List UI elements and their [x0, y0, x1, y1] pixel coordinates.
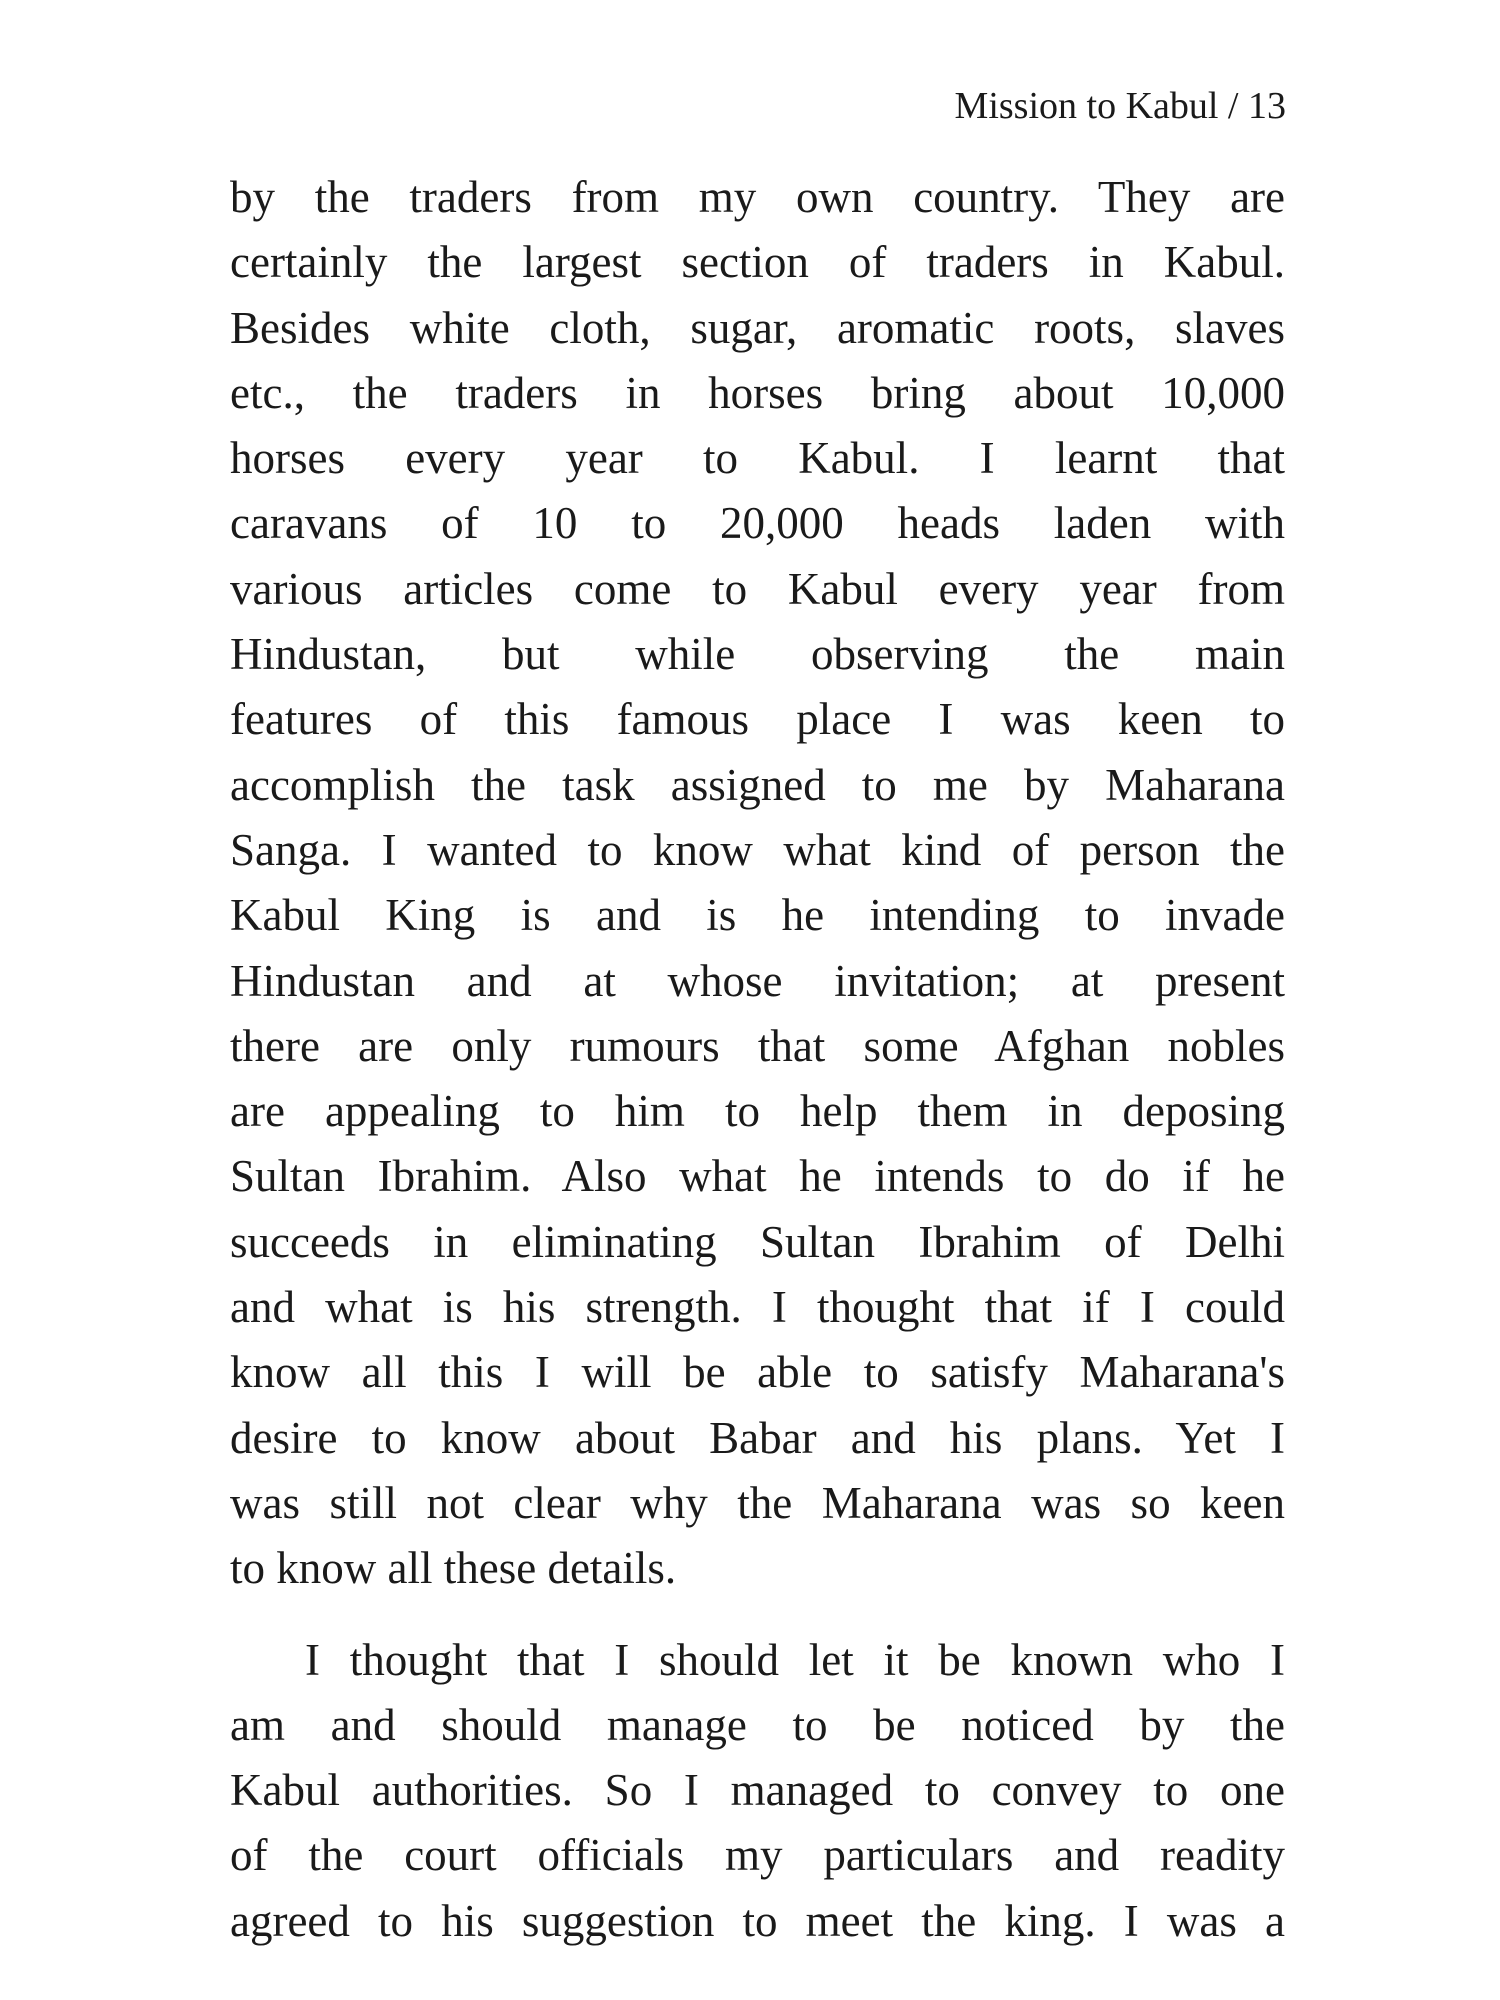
text-line: Sanga. I wanted to know what kind of person the: [230, 824, 1285, 875]
text-line: are appealing to him to help them in deposing: [230, 1086, 1285, 1137]
paragraph-2: [230, 1628, 1285, 1954]
text-line: features of this famous place I was keen to: [230, 694, 1285, 745]
text-line: of the court officials my particulars and readity: [230, 1830, 1285, 1881]
text-line: and what is his strength. I thought that if I could: [230, 1282, 1285, 1333]
text-line: Sultan Ibrahim. Also what he intends to do if he: [230, 1151, 1285, 1202]
paragraph-1: [230, 165, 1285, 1602]
text-line: desire to know about Babar and his plans. Yet I: [230, 1412, 1285, 1463]
text-line: was still not clear why the Maharana was so keen: [230, 1477, 1285, 1528]
running-head: Mission to Kabul / 13: [954, 85, 1286, 127]
text-line: various articles come to Kabul every year from: [230, 563, 1285, 614]
text-line: I thought that I should let it be known who I: [305, 1634, 1285, 1685]
text-line: succeeds in eliminating Sultan Ibrahim of Delhi: [230, 1216, 1285, 1267]
text-line: by the traders from my own country. They are: [230, 172, 1285, 222]
text-line: accomplish the task assigned to me by Maharana: [230, 759, 1285, 810]
text-line: know all this I will be able to satisfy Maharana's: [230, 1347, 1285, 1398]
text-line: etc., the traders in horses bring about 10,000: [230, 367, 1285, 418]
text-line: Besides white cloth, sugar, aromatic roots, slaves: [230, 302, 1285, 353]
text-line: Kabul authorities. So I managed to convey to one: [230, 1765, 1285, 1816]
body-text: [230, 165, 1285, 1954]
text-line: there are only rumours that some Afghan nobles: [230, 1020, 1285, 1071]
text-line: am and should manage to be noticed by the: [230, 1699, 1285, 1750]
text-line: horses every year to Kabul. I learnt that: [230, 433, 1285, 484]
text-line: Hindustan and at whose invitation; at present: [230, 955, 1285, 1006]
text-line: Kabul King is and is he intending to invade: [230, 890, 1285, 941]
text-line: certainly the largest section of traders in Kabul.: [230, 237, 1285, 288]
text-line: Hindustan, but while observing the main: [230, 629, 1285, 680]
paragraph-spacer: [230, 1602, 1285, 1628]
text-line: caravans of 10 to 20,000 heads laden with: [230, 498, 1285, 549]
text-line: to know all these details.: [230, 1543, 677, 1594]
text-line: agreed to his suggestion to meet the king. I was a: [230, 1895, 1285, 1946]
